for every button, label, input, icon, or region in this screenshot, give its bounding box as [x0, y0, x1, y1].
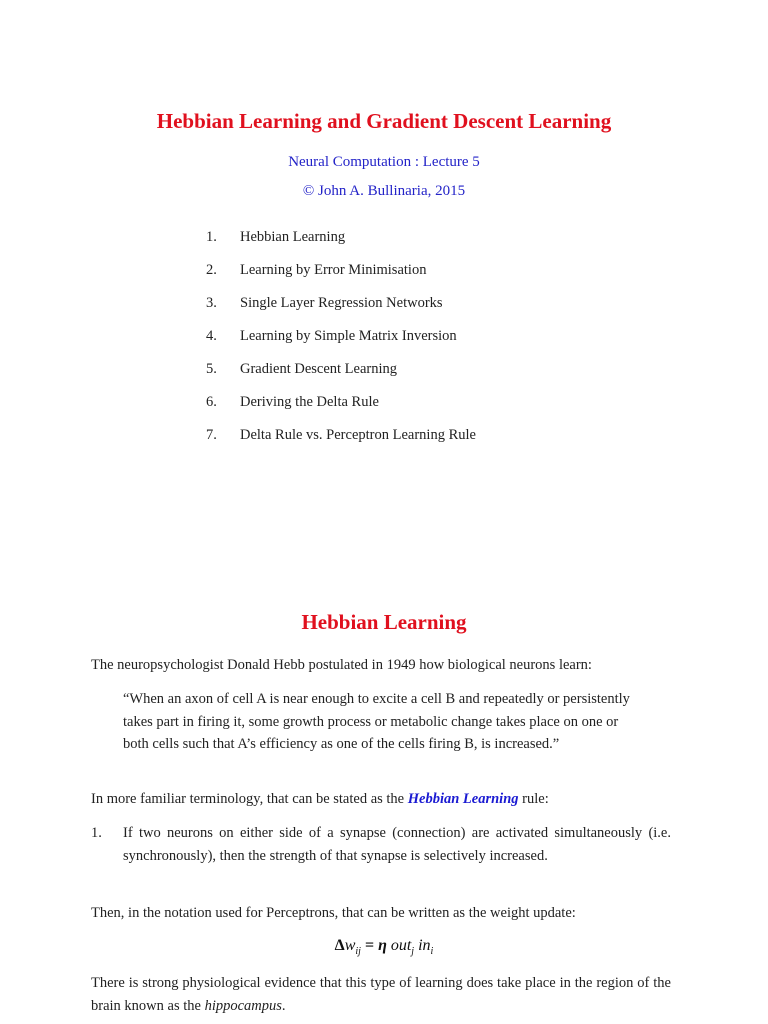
course-subtitle: Neural Computation : Lecture 5: [288, 154, 480, 170]
toc-item-label: Deriving the Delta Rule: [240, 394, 379, 410]
equation-w-subscript: ij: [355, 946, 361, 957]
rule-text: If two neurons on either side of a synapse (connection) are activated simultaneously (i.e. synchronously), then the strength of that synapse is selectively increased.: [123, 825, 671, 864]
equation-in: in: [414, 937, 431, 954]
toc-item-number: 3.: [206, 295, 217, 311]
equation-out: out: [386, 937, 412, 954]
familiar-paragraph: [91, 788, 671, 811]
intro-paragraph: The neuropsychologist Donald Hebb postulated in 1949 how biological neurons learn:: [91, 657, 592, 673]
toc-item-label: Learning by Error Minimisation: [240, 262, 427, 278]
hippocampus-term: hippocampus: [204, 997, 282, 1014]
table-of-contents: [206, 229, 476, 460]
toc-item: [206, 262, 476, 295]
toc-item-number: 4.: [206, 328, 217, 344]
evidence-paragraph: [91, 972, 671, 1017]
toc-item: [206, 361, 476, 394]
toc-item-label: Hebbian Learning: [240, 229, 346, 245]
weight-update-equation: [0, 937, 768, 957]
notation-paragraph: Then, in the notation used for Perceptrons, that can be written as the weight update:: [91, 905, 576, 921]
page-title: Hebbian Learning and Gradient Descent Learning: [156, 109, 612, 133]
toc-item: [206, 229, 476, 262]
familiar-text-after: rule:: [518, 791, 549, 807]
equation-w: w: [344, 937, 356, 954]
equation-equals: =: [360, 937, 379, 954]
hebb-quote: “When an axon of cell A is near enough to excite a cell B and repeatedly or persistently takes part in firing it, some growth process or metabolic change takes place on one or both cells such that A’s efficiency as one of the cells firing B, is increased.”: [123, 691, 630, 752]
toc-item-label: Gradient Descent Learning: [240, 361, 398, 377]
toc-item-label: Delta Rule vs. Perceptron Learning Rule: [240, 427, 476, 443]
equation-delta: Δ: [334, 937, 345, 954]
toc-item-number: 5.: [206, 361, 217, 377]
toc-item: [206, 328, 476, 361]
toc-item: [206, 427, 476, 460]
rule-list-item: [91, 822, 671, 867]
equation-eta: η: [378, 937, 387, 954]
section-title: Hebbian Learning: [301, 610, 467, 634]
toc-item: [206, 394, 476, 427]
toc-item-number: 2.: [206, 262, 217, 278]
toc-item-number: 6.: [206, 394, 217, 410]
equation-out-subscript: j: [411, 946, 415, 957]
evidence-text-before: There is strong physiological evidence that this type of learning does take place in the region of the brain known as the: [91, 975, 671, 1014]
author-copyright: © John A. Bullinaria, 2015: [302, 183, 466, 199]
equation-in-subscript: i: [430, 946, 434, 957]
hebbian-learning-term: Hebbian Learning: [407, 791, 519, 807]
evidence-text-after: .: [281, 997, 286, 1014]
toc-item-number: 7.: [206, 427, 217, 443]
toc-item-number: 1.: [206, 229, 217, 245]
toc-item: [206, 295, 476, 328]
toc-item-label: Learning by Simple Matrix Inversion: [240, 328, 457, 344]
toc-item-label: Single Layer Regression Networks: [240, 295, 443, 311]
familiar-text-before: In more familiar terminology, that can be stated as the: [91, 791, 408, 807]
rule-number: 1.: [91, 825, 102, 841]
